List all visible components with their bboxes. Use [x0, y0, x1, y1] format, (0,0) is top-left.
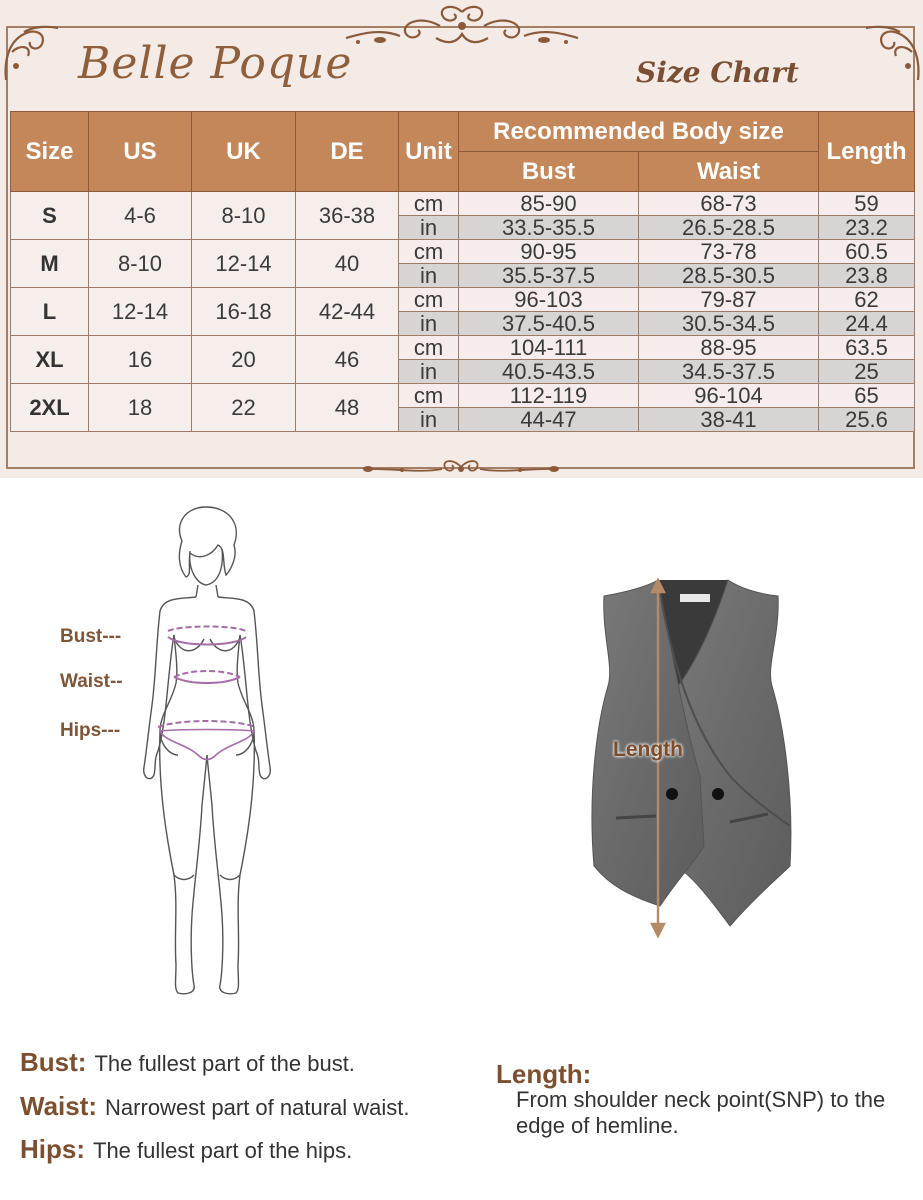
de-cell: 48 — [296, 384, 399, 432]
length-in-cell: 24.4 — [819, 312, 915, 336]
header-waist: Waist — [639, 152, 819, 192]
header-size: Size — [11, 112, 89, 192]
length-in-cell: 25 — [819, 360, 915, 384]
waist-marker-label: Waist-- — [60, 671, 123, 692]
hips-term: Hips: — [20, 1134, 85, 1164]
chart-title: Size Chart — [636, 56, 799, 89]
waist-in-cell: 26.5-28.5 — [639, 216, 819, 240]
body-measurement-figure — [130, 505, 280, 1000]
waist-cm-cell: 79-87 — [639, 288, 819, 312]
size-table-body — [11, 192, 915, 432]
unit-cell: in — [399, 360, 459, 384]
bust-in-cell: 40.5-43.5 — [459, 360, 639, 384]
waist-in-cell: 28.5-30.5 — [639, 264, 819, 288]
hips-marker-label: Hips--- — [60, 720, 121, 741]
bust-term: Bust: — [20, 1047, 87, 1077]
waist-text: Narrowest part of natural waist. — [105, 1095, 410, 1120]
waist-cm-cell: 88-95 — [639, 336, 819, 360]
us-cell: 12-14 — [89, 288, 192, 336]
header-unit: Unit — [399, 112, 459, 192]
size-cell: L — [11, 288, 89, 336]
header-de: DE — [296, 112, 399, 192]
bust-text: The fullest part of the bust. — [94, 1051, 355, 1076]
de-cell: 42-44 — [296, 288, 399, 336]
table-row — [11, 384, 915, 408]
header-bust: Bust — [459, 152, 639, 192]
length-term: Length: — [496, 1059, 592, 1089]
bust-in-cell: 35.5-37.5 — [459, 264, 639, 288]
size-cell: S — [11, 192, 89, 240]
uk-cell: 12-14 — [192, 240, 296, 288]
unit-cell: cm — [399, 288, 459, 312]
unit-cell: cm — [399, 240, 459, 264]
size-cell: 2XL — [11, 384, 89, 432]
table-row — [11, 240, 915, 264]
unit-cell: in — [399, 312, 459, 336]
unit-cell: cm — [399, 192, 459, 216]
left-corner-ornament — [2, 22, 62, 84]
bust-cm-cell: 104-111 — [459, 336, 639, 360]
header-uk: UK — [192, 112, 296, 192]
bottom-flourish-ornament — [362, 455, 560, 479]
unit-cell: in — [399, 408, 459, 432]
uk-cell: 22 — [192, 384, 296, 432]
uk-cell: 20 — [192, 336, 296, 384]
length-in-cell: 25.6 — [819, 408, 915, 432]
unit-cell: in — [399, 216, 459, 240]
de-cell: 36-38 — [296, 192, 399, 240]
bust-cm-cell: 90-95 — [459, 240, 639, 264]
waist-term: Waist: — [20, 1091, 98, 1121]
waist-cm-cell: 68-73 — [639, 192, 819, 216]
bust-definition — [20, 1047, 355, 1078]
table-row — [11, 288, 915, 312]
length-in-cell: 23.2 — [819, 216, 915, 240]
header-length: Length — [819, 112, 915, 192]
length-cm-cell: 65 — [819, 384, 915, 408]
waist-definition — [20, 1091, 410, 1122]
waist-cm-cell: 96-104 — [639, 384, 819, 408]
uk-cell: 16-18 — [192, 288, 296, 336]
de-cell: 46 — [296, 336, 399, 384]
length-text: From shoulder neck point(SNP) to the edge of hemline. — [516, 1087, 886, 1138]
bust-in-cell: 44-47 — [459, 408, 639, 432]
size-cell: XL — [11, 336, 89, 384]
top-flourish-ornament — [340, 4, 585, 54]
waist-in-cell: 30.5-34.5 — [639, 312, 819, 336]
us-cell: 8-10 — [89, 240, 192, 288]
brand-logo: Belle Poque — [78, 38, 353, 89]
header-us: US — [89, 112, 192, 192]
waist-in-cell: 34.5-37.5 — [639, 360, 819, 384]
vest-length-label: Length — [613, 738, 683, 761]
bust-cm-cell: 112-119 — [459, 384, 639, 408]
bust-cm-cell: 96-103 — [459, 288, 639, 312]
de-cell: 40 — [296, 240, 399, 288]
unit-cell: in — [399, 264, 459, 288]
hips-text: The fullest part of the hips. — [93, 1138, 353, 1163]
waist-cm-cell: 73-78 — [639, 240, 819, 264]
length-in-cell: 23.8 — [819, 264, 915, 288]
length-cm-cell: 59 — [819, 192, 915, 216]
table-row — [11, 192, 915, 216]
bust-in-cell: 33.5-35.5 — [459, 216, 639, 240]
size-table — [10, 111, 915, 432]
right-corner-ornament — [862, 22, 922, 84]
bust-marker-label: Bust--- — [60, 626, 122, 647]
length-cm-cell: 63.5 — [819, 336, 915, 360]
header-recommended-body-size: Recommended Body size — [459, 112, 819, 152]
table-row — [11, 336, 915, 360]
size-chart-header — [0, 0, 923, 478]
us-cell: 18 — [89, 384, 192, 432]
bust-cm-cell: 85-90 — [459, 192, 639, 216]
unit-cell: cm — [399, 384, 459, 408]
length-cm-cell: 60.5 — [819, 240, 915, 264]
bust-in-cell: 37.5-40.5 — [459, 312, 639, 336]
hips-definition — [20, 1134, 352, 1165]
unit-cell: cm — [399, 336, 459, 360]
waist-in-cell: 38-41 — [639, 408, 819, 432]
us-cell: 4-6 — [89, 192, 192, 240]
us-cell: 16 — [89, 336, 192, 384]
length-cm-cell: 62 — [819, 288, 915, 312]
uk-cell: 8-10 — [192, 192, 296, 240]
size-cell: M — [11, 240, 89, 288]
